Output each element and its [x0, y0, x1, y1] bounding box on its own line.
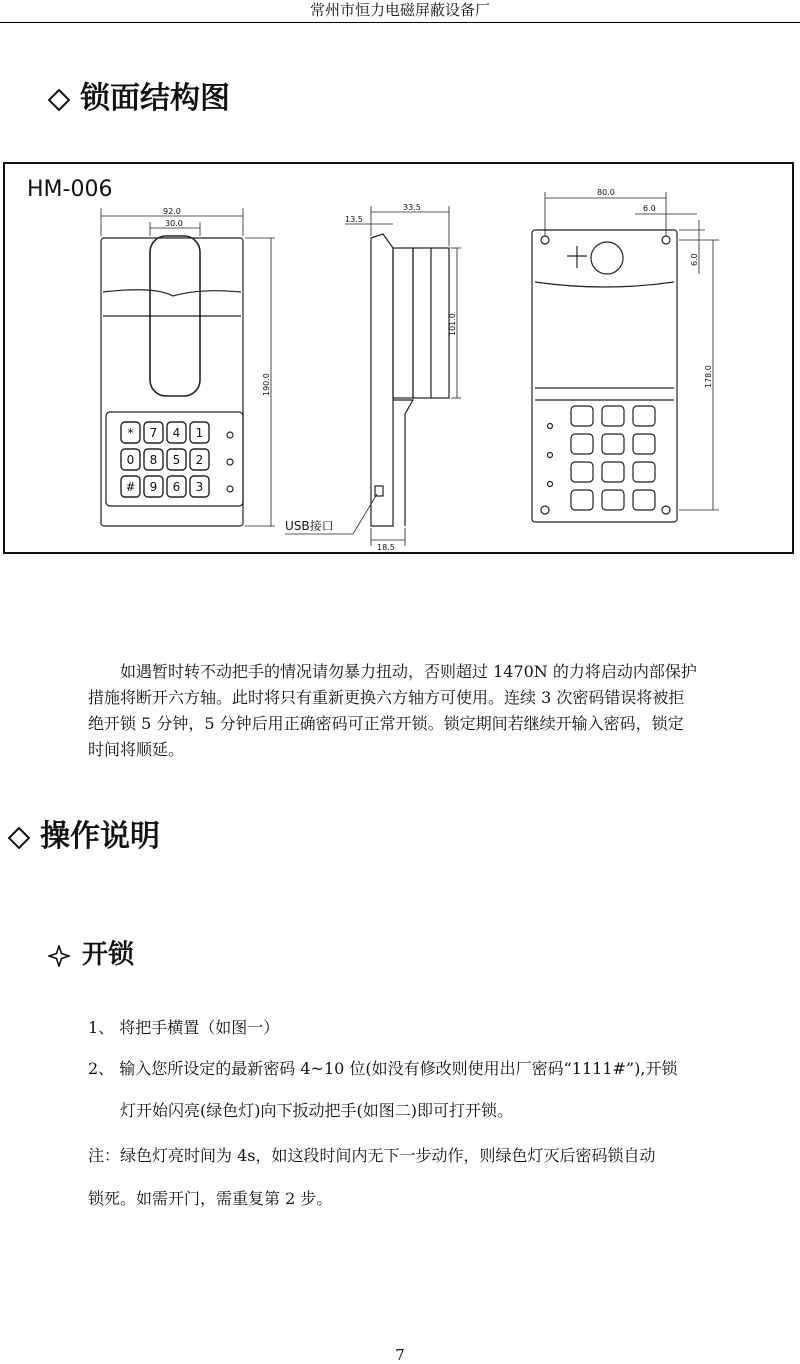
back-hole-vertical-label: 6.0 [690, 253, 699, 266]
four-point-star-icon [48, 945, 70, 967]
section-title-text: 锁面结构图 [80, 81, 230, 116]
back-key-slot [571, 462, 593, 482]
back-key-grid [571, 406, 655, 510]
back-width-label: 80.0 [597, 188, 615, 197]
back-key-slot [571, 406, 593, 426]
keypad-key-label: 6 [172, 480, 181, 494]
side-view [285, 206, 461, 546]
back-key-slot [571, 434, 593, 454]
front-height-label: 190.0 [262, 373, 271, 396]
keypad-key-label: * [127, 426, 134, 440]
step-2-line-2: 灯开始闪亮(绿色灯)向下扳动把手(如图二)即可打开锁。 [120, 1101, 513, 1120]
diamond-icon [48, 89, 70, 111]
back-key-slot [633, 462, 655, 482]
side-handle-height-label: 101.0 [448, 313, 457, 336]
back-hole-label: 6.0 [643, 204, 656, 213]
side-bottom-label: 18.5 [377, 543, 395, 552]
lock-structure-figure [3, 162, 794, 554]
back-key-slot [633, 406, 655, 426]
back-key-slot [633, 490, 655, 510]
subsection-title-unlock [48, 938, 134, 972]
section-title-text: 操作说明 [40, 819, 160, 854]
note-line-2: 锁死。如需开门，需重复第 2 步。 [88, 1189, 333, 1208]
keypad-key-label: 5 [172, 453, 181, 467]
keypad [121, 422, 209, 497]
keypad-key-label: # [125, 480, 136, 494]
keypad-key-label: 7 [149, 426, 158, 440]
section-title-structure [48, 80, 230, 118]
note-line-1: 注：绿色灯亮时间为 4s，如这段时间内无下一步动作，则绿色灯灭后密码锁自动 [88, 1146, 656, 1165]
back-key-slot [633, 434, 655, 454]
keypad-key-label: 0 [126, 453, 135, 467]
subsection-title-text: 开锁 [82, 940, 135, 970]
keypad-key-label: 1 [195, 426, 204, 440]
back-height-label: 178.0 [704, 365, 713, 388]
safety-paragraph [88, 659, 796, 763]
step-1: 1、 将把手横置（如图一） [88, 1018, 280, 1037]
diamond-icon [8, 827, 30, 849]
keypad-key-label: 8 [149, 453, 158, 467]
page-header [0, 0, 800, 23]
back-view [532, 192, 719, 522]
keypad-key-label: 2 [195, 453, 204, 467]
page-number: 7 [395, 1346, 405, 1364]
back-key-slot [602, 490, 624, 510]
header-title: 常州市恒力电磁屏蔽设备厂 [309, 1, 490, 19]
paragraph-line-4: 时间将顺延。 [88, 740, 185, 759]
front-handle-label: 30.0 [165, 219, 183, 228]
paragraph-line-1: 如遇暂时转不动把手的情况请勿暴力扭动，否则超过 1470N 的力将启动内部保护 [120, 662, 697, 681]
step-2-line-1: 2、 输入您所设定的最新密码 4~10 位(如没有修改则使用出厂密码“1111#”),开锁 [88, 1059, 678, 1078]
paragraph-line-3: 绝开锁 5 分钟，5 分钟后用正确密码可正常开锁。锁定期间若继续开输入密码，锁定 [88, 714, 684, 733]
model-label: HM-006 [27, 177, 113, 202]
technical-drawing [5, 164, 792, 552]
keypad-key-label: 9 [149, 480, 158, 494]
keypad-key-label: 4 [172, 426, 181, 440]
back-key-slot [602, 406, 624, 426]
paragraph-line-2: 措施将断开六方轴。此时将只有重新更换六方轴方可使用。连续 3 次密码错误将被拒 [88, 688, 685, 707]
side-offset-label: 13.5 [345, 215, 363, 224]
front-width-label: 92.0 [163, 207, 181, 216]
back-key-slot [602, 434, 624, 454]
back-key-slot [571, 490, 593, 510]
usb-port-label: USB接口 [285, 519, 334, 533]
section-title-operation [8, 818, 160, 856]
keypad-key-label: 3 [195, 480, 204, 494]
back-key-slot [602, 462, 624, 482]
side-top-label: 33.5 [403, 203, 421, 212]
